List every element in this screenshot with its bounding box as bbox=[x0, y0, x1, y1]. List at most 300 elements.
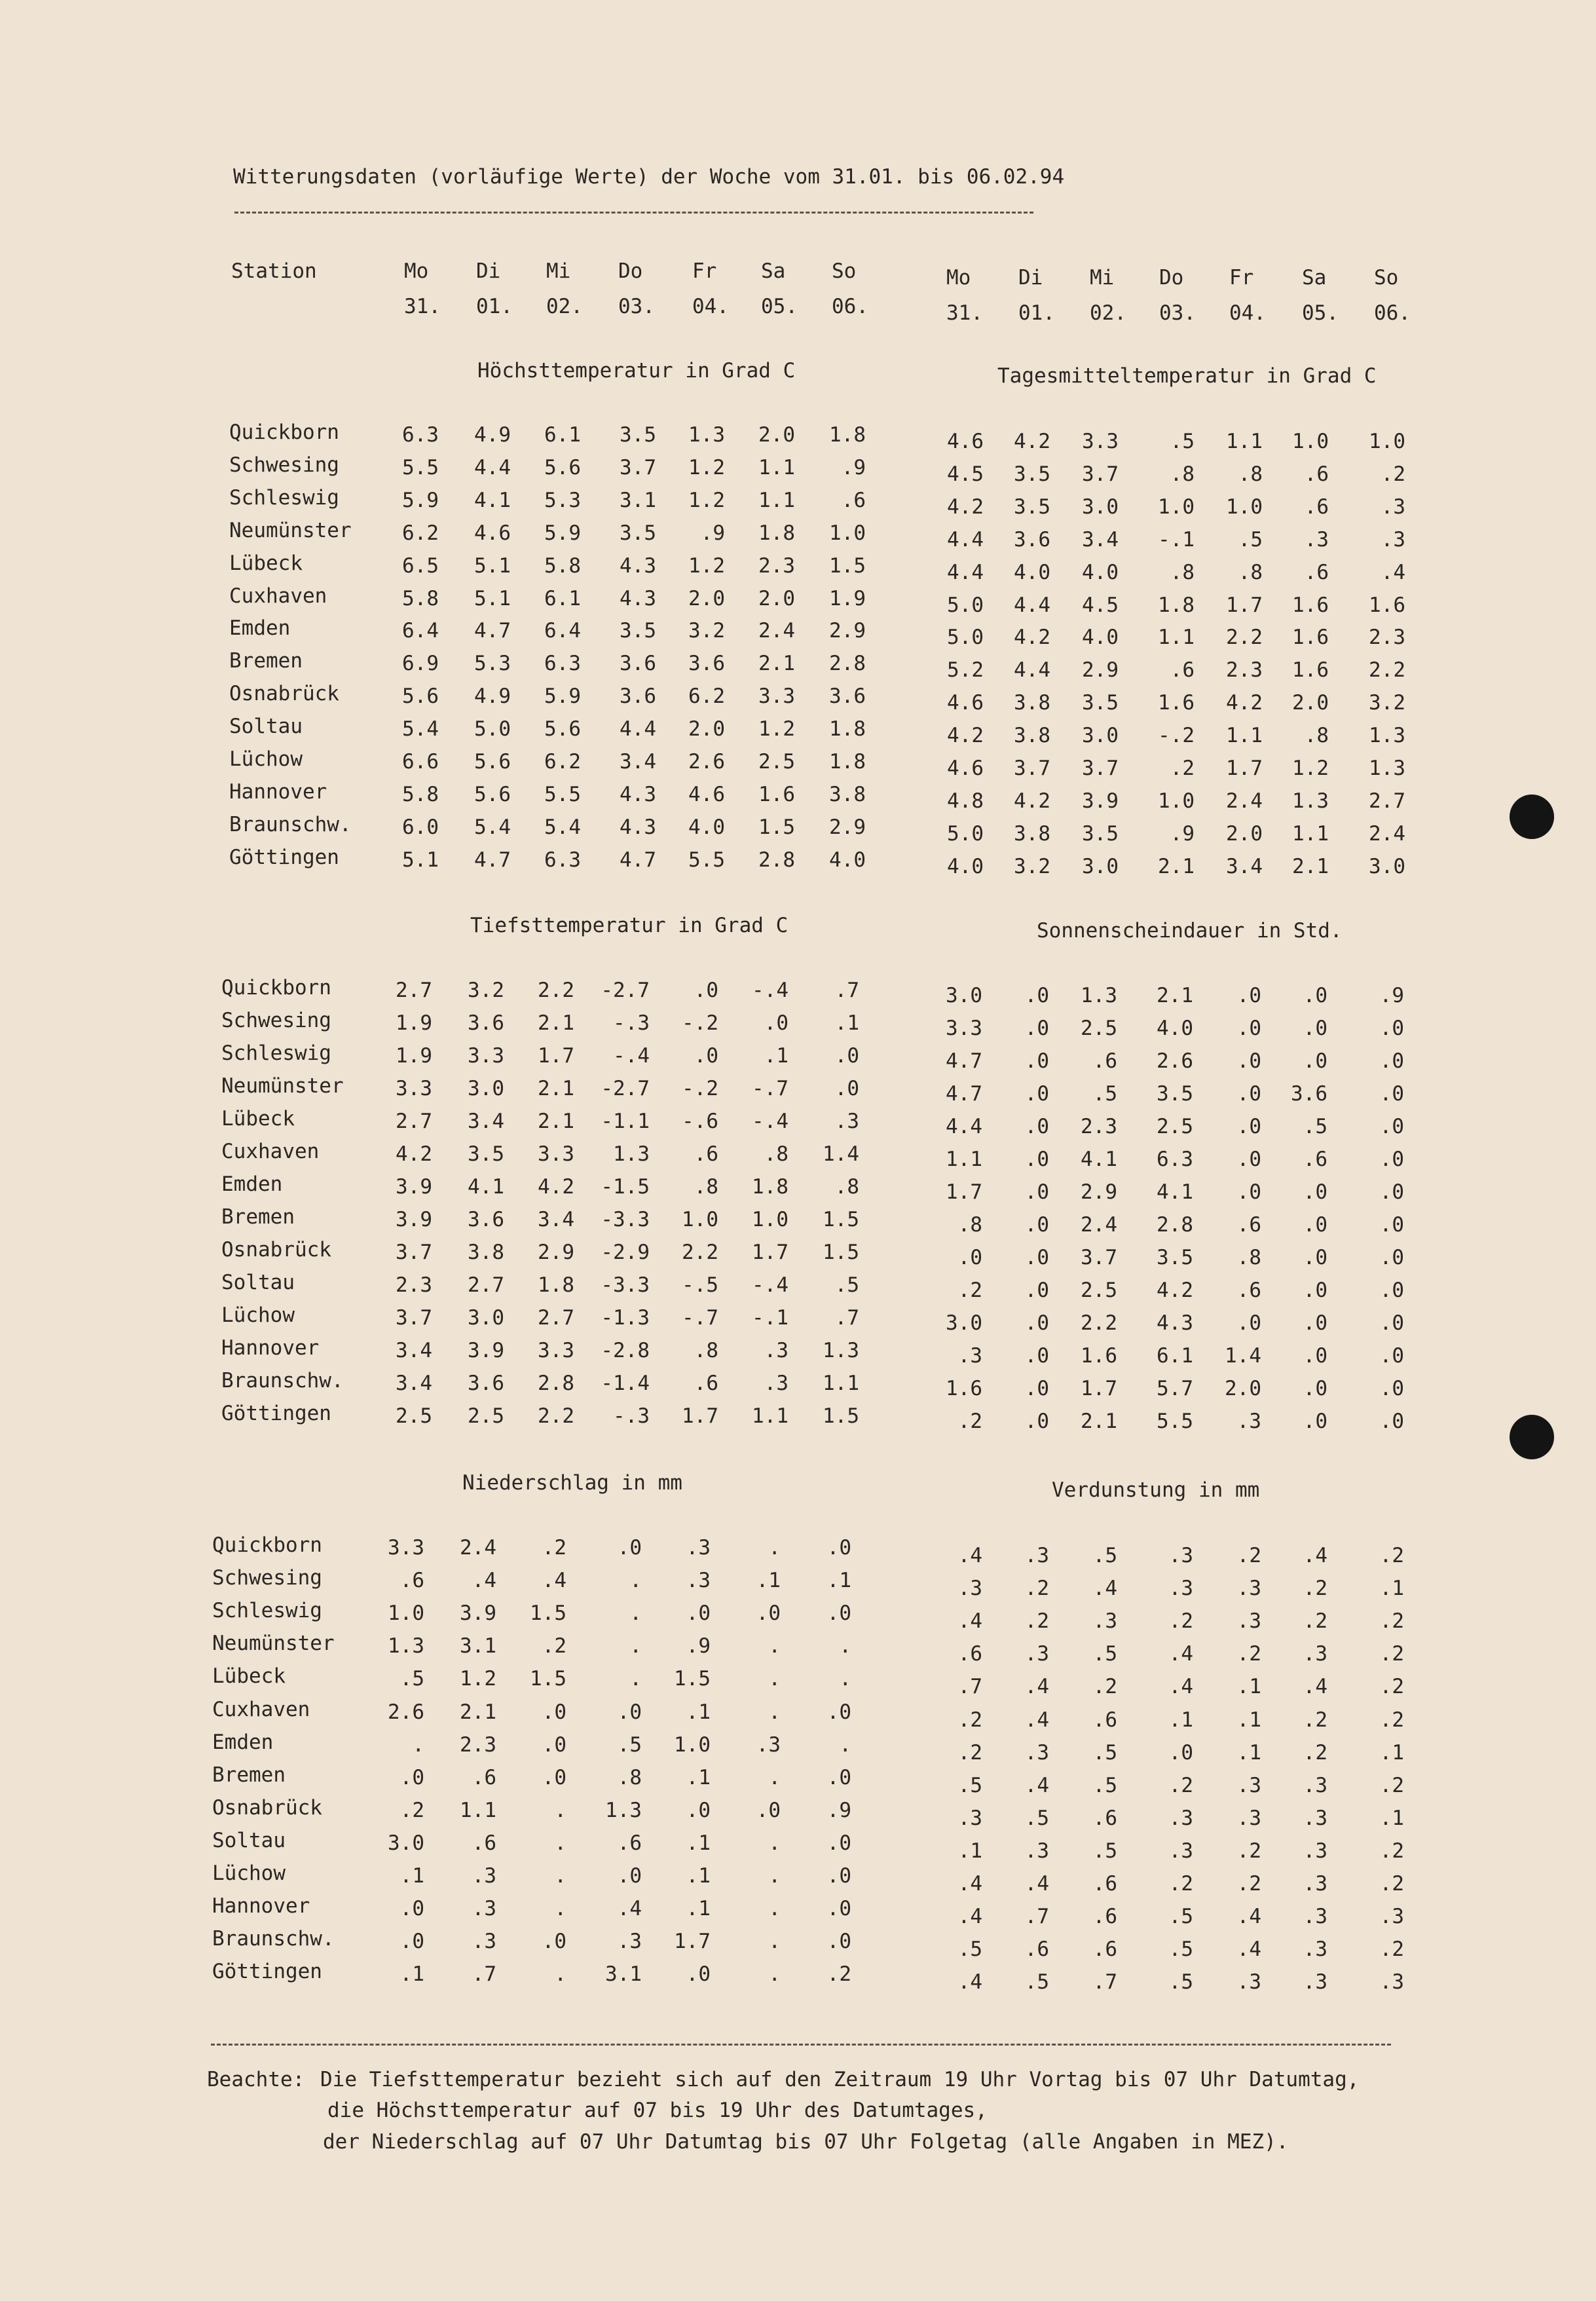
table-cell-verdunstung: .3 bbox=[1168, 1544, 1193, 1567]
table-cell-mittel: 4.5 bbox=[947, 462, 984, 486]
table-cell-hoechst: 6.0 bbox=[402, 815, 439, 839]
table-cell-verdunstung: .3 bbox=[1236, 1774, 1261, 1797]
table-cell-niederschlag: .6 bbox=[472, 1831, 496, 1855]
table-cell-verdunstung: .4 bbox=[1024, 1708, 1049, 1732]
table-cell-sonne: .6 bbox=[1236, 1279, 1261, 1302]
table-cell-verdunstung: .2 bbox=[1024, 1577, 1049, 1600]
table-cell-hoechst: 5.9 bbox=[544, 684, 581, 708]
table-cell-tiefst: -2.9 bbox=[601, 1241, 650, 1264]
table-cell-hoechst: 3.1 bbox=[620, 489, 656, 512]
table-cell-mittel: 3.0 bbox=[1082, 855, 1119, 878]
table-cell-sonne: .0 bbox=[1024, 1344, 1049, 1368]
table-cell-mittel: 5.0 bbox=[947, 626, 984, 649]
station-name: Lübeck bbox=[221, 1107, 295, 1131]
table-cell-tiefst: 3.9 bbox=[468, 1339, 504, 1362]
station-name: Göttingen bbox=[221, 1402, 331, 1425]
table-cell-hoechst: 6.3 bbox=[402, 423, 439, 447]
table-cell-niederschlag: .1 bbox=[686, 1831, 711, 1855]
table-cell-niederschlag: .3 bbox=[686, 1536, 711, 1560]
table-cell-tiefst: 3.5 bbox=[468, 1142, 504, 1166]
station-name: Cuxhaven bbox=[229, 584, 327, 608]
table-cell-tiefst: 1.9 bbox=[396, 1011, 432, 1035]
table-cell-tiefst: -.3 bbox=[613, 1011, 650, 1035]
table-cell-mittel: 2.1 bbox=[1292, 855, 1329, 878]
table-cell-niederschlag: .2 bbox=[826, 1962, 851, 1986]
table-cell-tiefst: -.3 bbox=[613, 1404, 650, 1428]
table-cell-sonne: .0 bbox=[1379, 1213, 1404, 1237]
table-cell-mittel: 4.0 bbox=[947, 855, 984, 878]
table-cell-mittel: .4 bbox=[1381, 561, 1405, 584]
table-cell-niederschlag: . bbox=[768, 1897, 781, 1920]
table-cell-verdunstung: .1 bbox=[1236, 1708, 1261, 1732]
table-cell-sonne: 2.5 bbox=[1081, 1017, 1117, 1040]
table-cell-niederschlag: 2.6 bbox=[388, 1700, 424, 1724]
table-cell-mittel: .2 bbox=[1381, 462, 1405, 486]
table-cell-niederschlag: .3 bbox=[472, 1897, 496, 1920]
table-cell-sonne: .0 bbox=[1379, 1344, 1404, 1368]
table-cell-mittel: .5 bbox=[1170, 430, 1195, 453]
table-cell-verdunstung: .3 bbox=[1236, 1577, 1261, 1600]
table-cell-tiefst: 3.4 bbox=[468, 1110, 504, 1133]
table-cell-mittel: 4.2 bbox=[1014, 789, 1050, 813]
table-cell-tiefst: .8 bbox=[764, 1142, 789, 1166]
table-cell-mittel: 5.0 bbox=[947, 822, 984, 846]
table-cell-niederschlag: . bbox=[839, 1634, 851, 1658]
table-cell-hoechst: 3.4 bbox=[620, 750, 656, 774]
table-cell-tiefst: 3.0 bbox=[468, 1306, 504, 1330]
day-header: Sa bbox=[1302, 266, 1327, 290]
table-cell-tiefst: 1.5 bbox=[823, 1208, 859, 1231]
table-cell-tiefst: .0 bbox=[834, 1044, 859, 1068]
table-cell-mittel: .8 bbox=[1170, 462, 1195, 486]
table-cell-tiefst: -.4 bbox=[752, 979, 789, 1002]
table-cell-sonne: .0 bbox=[1024, 1049, 1049, 1073]
table-cell-niederschlag: .2 bbox=[399, 1799, 424, 1822]
table-cell-hoechst: 5.3 bbox=[544, 489, 581, 512]
table-cell-mittel: 2.0 bbox=[1292, 691, 1329, 715]
station-name: Hannover bbox=[221, 1336, 320, 1360]
table-cell-tiefst: 2.8 bbox=[538, 1372, 574, 1395]
table-cell-verdunstung: .5 bbox=[1092, 1642, 1117, 1666]
table-cell-hoechst: 2.0 bbox=[688, 587, 725, 610]
table-cell-sonne: .0 bbox=[1024, 1115, 1049, 1138]
station-name: Lübeck bbox=[229, 552, 303, 575]
table-cell-niederschlag: .8 bbox=[617, 1766, 642, 1789]
table-cell-tiefst: -1.1 bbox=[601, 1110, 650, 1133]
table-cell-tiefst: 2.7 bbox=[538, 1306, 574, 1330]
table-cell-verdunstung: .2 bbox=[1379, 1642, 1404, 1666]
table-cell-hoechst: 5.4 bbox=[544, 815, 581, 839]
table-cell-tiefst: .0 bbox=[764, 1011, 789, 1035]
date-header: 06. bbox=[832, 295, 868, 318]
table-cell-mittel: 1.3 bbox=[1369, 724, 1405, 747]
table-cell-mittel: .6 bbox=[1304, 561, 1329, 584]
table-cell-mittel: 1.1 bbox=[1158, 626, 1195, 649]
table-cell-verdunstung: .3 bbox=[1024, 1544, 1049, 1567]
table-cell-niederschlag: .7 bbox=[472, 1962, 496, 1986]
table-cell-verdunstung: .4 bbox=[1236, 1937, 1261, 1961]
title-underline bbox=[234, 212, 1033, 214]
table-cell-mittel: 3.0 bbox=[1082, 495, 1119, 519]
table-cell-verdunstung: .1 bbox=[957, 1839, 982, 1863]
table-cell-tiefst: 2.7 bbox=[396, 1110, 432, 1133]
table-cell-niederschlag: .0 bbox=[826, 1601, 851, 1625]
table-cell-sonne: 2.1 bbox=[1081, 1410, 1117, 1433]
table-cell-hoechst: 6.3 bbox=[544, 652, 581, 675]
table-cell-hoechst: 1.8 bbox=[829, 750, 866, 774]
table-cell-mittel: 1.7 bbox=[1226, 757, 1263, 780]
station-name: Braunschw. bbox=[212, 1927, 335, 1951]
table-cell-sonne: .0 bbox=[1379, 1180, 1404, 1204]
table-cell-mittel: .8 bbox=[1304, 724, 1329, 747]
table-cell-niederschlag: .0 bbox=[542, 1733, 566, 1757]
table-cell-hoechst: 3.5 bbox=[620, 619, 656, 643]
table-cell-sonne: .5 bbox=[1092, 1082, 1117, 1106]
table-cell-niederschlag: .1 bbox=[756, 1569, 781, 1592]
table-cell-sonne: 4.1 bbox=[1157, 1180, 1193, 1204]
table-cell-sonne: 3.0 bbox=[946, 1311, 982, 1335]
table-cell-niederschlag: 3.1 bbox=[605, 1962, 642, 1986]
table-cell-hoechst: 6.6 bbox=[402, 750, 439, 774]
table-cell-mittel: 3.9 bbox=[1082, 789, 1119, 813]
table-cell-mittel: 4.0 bbox=[1082, 561, 1119, 584]
table-cell-niederschlag: .0 bbox=[756, 1799, 781, 1822]
section-title-tiefst: Tiefsttemperatur in Grad C bbox=[470, 914, 789, 937]
table-cell-niederschlag: .0 bbox=[686, 1601, 711, 1625]
table-cell-hoechst: 4.4 bbox=[620, 717, 656, 741]
table-cell-verdunstung: .2 bbox=[1236, 1839, 1261, 1863]
table-cell-verdunstung: .6 bbox=[1024, 1937, 1049, 1961]
table-cell-tiefst: 1.5 bbox=[823, 1241, 859, 1264]
station-name: Schleswig bbox=[221, 1041, 331, 1065]
table-cell-niederschlag: .6 bbox=[472, 1766, 496, 1789]
table-cell-sonne: 2.5 bbox=[1081, 1279, 1117, 1302]
table-cell-verdunstung: .2 bbox=[1379, 1872, 1404, 1896]
table-cell-verdunstung: .6 bbox=[1092, 1905, 1117, 1928]
table-cell-tiefst: -1.4 bbox=[601, 1372, 650, 1395]
section-title-sonne: Sonnenscheindauer in Std. bbox=[1037, 919, 1343, 943]
table-cell-niederschlag: . bbox=[768, 1831, 781, 1855]
table-cell-hoechst: 1.3 bbox=[688, 423, 725, 447]
table-cell-mittel: 2.9 bbox=[1082, 658, 1119, 682]
table-cell-niederschlag: 1.0 bbox=[388, 1601, 424, 1625]
table-cell-verdunstung: .5 bbox=[1092, 1544, 1117, 1567]
table-cell-sonne: 2.3 bbox=[1081, 1115, 1117, 1138]
table-cell-verdunstung: .3 bbox=[1168, 1806, 1193, 1830]
table-cell-verdunstung: .4 bbox=[957, 1609, 982, 1633]
table-cell-verdunstung: .5 bbox=[1024, 1806, 1049, 1830]
station-name: Osnabrück bbox=[221, 1238, 331, 1262]
table-cell-tiefst: 3.3 bbox=[538, 1339, 574, 1362]
table-cell-niederschlag: .0 bbox=[826, 1864, 851, 1888]
table-cell-niederschlag: .0 bbox=[826, 1766, 851, 1789]
table-cell-sonne: .0 bbox=[1303, 1311, 1327, 1335]
table-cell-sonne: 3.3 bbox=[946, 1017, 982, 1040]
table-cell-sonne: .0 bbox=[1236, 1311, 1261, 1335]
table-cell-mittel: 2.7 bbox=[1369, 789, 1405, 813]
table-cell-hoechst: 6.2 bbox=[402, 521, 439, 545]
section-title-verdunstung: Verdunstung in mm bbox=[1052, 1478, 1260, 1502]
table-cell-hoechst: 6.1 bbox=[544, 423, 581, 447]
table-cell-niederschlag: . bbox=[768, 1536, 781, 1560]
table-cell-tiefst: 1.9 bbox=[396, 1044, 432, 1068]
table-cell-verdunstung: .6 bbox=[1092, 1872, 1117, 1896]
table-cell-hoechst: 1.5 bbox=[758, 815, 795, 839]
station-name: Schleswig bbox=[229, 486, 339, 510]
table-cell-niederschlag: .5 bbox=[617, 1733, 642, 1757]
table-cell-verdunstung: .3 bbox=[1236, 1806, 1261, 1830]
day-header: Fr bbox=[692, 259, 717, 283]
table-cell-sonne: .0 bbox=[1236, 1082, 1261, 1106]
station-name: Soltau bbox=[221, 1271, 295, 1294]
table-cell-niederschlag: .0 bbox=[399, 1766, 424, 1789]
table-cell-verdunstung: .1 bbox=[1379, 1741, 1404, 1765]
table-cell-verdunstung: .5 bbox=[1092, 1839, 1117, 1863]
date-header: 04. bbox=[1229, 301, 1266, 325]
table-cell-mittel: 4.5 bbox=[1082, 593, 1119, 617]
table-cell-mittel: 4.4 bbox=[947, 528, 984, 552]
table-cell-sonne: .0 bbox=[1024, 1213, 1049, 1237]
table-cell-verdunstung: .4 bbox=[957, 1905, 982, 1928]
table-cell-hoechst: 5.6 bbox=[544, 456, 581, 479]
table-cell-niederschlag: .0 bbox=[686, 1962, 711, 1986]
day-header: Di bbox=[476, 259, 501, 283]
table-cell-verdunstung: .3 bbox=[1303, 1774, 1327, 1797]
table-cell-verdunstung: .4 bbox=[1303, 1675, 1327, 1698]
table-cell-hoechst: 6.4 bbox=[544, 619, 581, 643]
table-cell-niederschlag: .6 bbox=[617, 1831, 642, 1855]
table-cell-hoechst: 6.2 bbox=[544, 750, 581, 774]
day-header: Fr bbox=[1229, 266, 1254, 290]
table-cell-mittel: 3.7 bbox=[1014, 757, 1050, 780]
table-cell-verdunstung: .2 bbox=[1168, 1609, 1193, 1633]
table-cell-hoechst: 6.9 bbox=[402, 652, 439, 675]
day-header: So bbox=[832, 259, 857, 283]
table-cell-hoechst: 4.3 bbox=[620, 554, 656, 578]
table-cell-hoechst: 5.5 bbox=[688, 848, 725, 872]
table-cell-tiefst: 3.0 bbox=[468, 1077, 504, 1100]
table-cell-sonne: .6 bbox=[1303, 1148, 1327, 1171]
day-header: Mi bbox=[546, 259, 571, 283]
table-cell-hoechst: 5.6 bbox=[474, 750, 511, 774]
table-cell-niederschlag: . bbox=[839, 1733, 851, 1757]
table-cell-hoechst: 4.6 bbox=[688, 783, 725, 806]
table-cell-hoechst: 3.6 bbox=[620, 684, 656, 708]
table-cell-verdunstung: .5 bbox=[1092, 1774, 1117, 1797]
table-cell-mittel: .8 bbox=[1238, 462, 1263, 486]
table-cell-tiefst: 3.3 bbox=[468, 1044, 504, 1068]
table-cell-hoechst: 2.8 bbox=[829, 652, 866, 675]
table-cell-hoechst: 1.9 bbox=[829, 587, 866, 610]
table-cell-hoechst: 5.9 bbox=[402, 489, 439, 512]
table-cell-sonne: .0 bbox=[1236, 1049, 1261, 1073]
table-cell-niederschlag: .0 bbox=[542, 1700, 566, 1724]
table-cell-tiefst: 3.7 bbox=[396, 1306, 432, 1330]
table-cell-sonne: 5.5 bbox=[1157, 1410, 1193, 1433]
table-cell-sonne: 4.7 bbox=[946, 1082, 982, 1106]
table-cell-niederschlag: . bbox=[554, 1864, 566, 1888]
table-cell-niederschlag: 1.7 bbox=[674, 1930, 711, 1953]
table-cell-hoechst: 6.2 bbox=[688, 684, 725, 708]
table-cell-mittel: .8 bbox=[1170, 561, 1195, 584]
station-name: Quickborn bbox=[212, 1533, 322, 1557]
table-cell-mittel: 1.6 bbox=[1158, 691, 1195, 715]
table-cell-niederschlag: .0 bbox=[542, 1930, 566, 1953]
table-cell-tiefst: 3.9 bbox=[396, 1175, 432, 1199]
table-cell-verdunstung: .7 bbox=[957, 1675, 982, 1698]
table-cell-tiefst: 3.4 bbox=[396, 1339, 432, 1362]
table-cell-tiefst: 3.6 bbox=[468, 1011, 504, 1035]
table-cell-hoechst: 3.3 bbox=[758, 684, 795, 708]
table-cell-mittel: 4.6 bbox=[947, 757, 984, 780]
table-cell-tiefst: 1.5 bbox=[823, 1404, 859, 1428]
table-cell-mittel: 1.7 bbox=[1226, 593, 1263, 617]
table-cell-niederschlag: . bbox=[629, 1667, 642, 1691]
table-cell-tiefst: 2.2 bbox=[538, 979, 574, 1002]
table-cell-niederschlag: . bbox=[629, 1569, 642, 1592]
table-cell-niederschlag: 3.3 bbox=[388, 1536, 424, 1560]
table-cell-tiefst: 2.7 bbox=[396, 979, 432, 1002]
table-cell-niederschlag: . bbox=[554, 1831, 566, 1855]
table-cell-hoechst: 3.2 bbox=[688, 619, 725, 643]
table-cell-mittel: 3.8 bbox=[1014, 691, 1050, 715]
table-cell-hoechst: 4.9 bbox=[474, 423, 511, 447]
table-cell-hoechst: 4.3 bbox=[620, 815, 656, 839]
table-cell-sonne: 1.1 bbox=[946, 1148, 982, 1171]
date-header: 31. bbox=[404, 295, 441, 318]
table-cell-sonne: .0 bbox=[1379, 1311, 1404, 1335]
table-cell-hoechst: 5.0 bbox=[474, 717, 511, 741]
table-cell-verdunstung: .4 bbox=[1168, 1642, 1193, 1666]
table-cell-hoechst: 2.9 bbox=[829, 815, 866, 839]
table-cell-sonne: .2 bbox=[957, 1410, 982, 1433]
table-cell-niederschlag: .0 bbox=[399, 1897, 424, 1920]
table-cell-tiefst: 1.4 bbox=[823, 1142, 859, 1166]
table-cell-tiefst: 2.5 bbox=[468, 1404, 504, 1428]
table-cell-hoechst: 2.0 bbox=[688, 717, 725, 741]
day-header: Mi bbox=[1090, 266, 1115, 290]
table-cell-mittel: 4.2 bbox=[1014, 626, 1050, 649]
table-cell-sonne: 1.3 bbox=[1081, 984, 1117, 1007]
table-cell-niederschlag: .4 bbox=[472, 1569, 496, 1592]
table-cell-hoechst: 6.4 bbox=[402, 619, 439, 643]
table-cell-mittel: 1.0 bbox=[1158, 789, 1195, 813]
section-title-hoechst: Höchsttemperatur in Grad C bbox=[477, 359, 796, 383]
table-cell-verdunstung: .2 bbox=[1303, 1708, 1327, 1732]
table-cell-mittel: 4.0 bbox=[1082, 626, 1119, 649]
table-cell-sonne: 3.0 bbox=[946, 984, 982, 1007]
table-cell-sonne: 4.0 bbox=[1157, 1017, 1193, 1040]
table-cell-niederschlag: 3.1 bbox=[460, 1634, 496, 1658]
table-cell-verdunstung: .5 bbox=[1092, 1741, 1117, 1765]
date-header: 03. bbox=[1159, 301, 1196, 325]
table-cell-mittel: 2.4 bbox=[1369, 822, 1405, 846]
table-cell-verdunstung: .1 bbox=[1379, 1577, 1404, 1600]
table-cell-sonne: 6.3 bbox=[1157, 1148, 1193, 1171]
table-cell-verdunstung: .3 bbox=[1303, 1937, 1327, 1961]
table-cell-sonne: .3 bbox=[1236, 1410, 1261, 1433]
table-cell-niederschlag: 1.0 bbox=[674, 1733, 711, 1757]
table-cell-tiefst: 1.7 bbox=[682, 1404, 718, 1428]
station-name: Emden bbox=[212, 1730, 274, 1754]
table-cell-tiefst: -.1 bbox=[752, 1306, 789, 1330]
table-cell-niederschlag: .1 bbox=[399, 1962, 424, 1986]
station-name: Bremen bbox=[229, 649, 303, 673]
table-cell-mittel: 1.0 bbox=[1292, 430, 1329, 453]
table-cell-mittel: 3.0 bbox=[1082, 724, 1119, 747]
station-name: Braunschw. bbox=[229, 813, 352, 836]
station-name: Bremen bbox=[212, 1763, 286, 1787]
table-cell-verdunstung: .2 bbox=[1168, 1872, 1193, 1896]
table-cell-tiefst: 3.4 bbox=[538, 1208, 574, 1231]
table-cell-hoechst: 6.5 bbox=[402, 554, 439, 578]
table-cell-mittel: 2.2 bbox=[1369, 658, 1405, 682]
table-cell-hoechst: 1.1 bbox=[758, 456, 795, 479]
station-name: Göttingen bbox=[212, 1960, 322, 1983]
table-cell-mittel: 4.6 bbox=[947, 691, 984, 715]
station-name: Cuxhaven bbox=[212, 1698, 310, 1721]
table-cell-verdunstung: .7 bbox=[1092, 1970, 1117, 1994]
table-cell-niederschlag: .0 bbox=[399, 1930, 424, 1953]
table-cell-verdunstung: .2 bbox=[1236, 1544, 1261, 1567]
table-cell-tiefst: 1.1 bbox=[823, 1372, 859, 1395]
table-cell-niederschlag: .9 bbox=[686, 1634, 711, 1658]
table-cell-verdunstung: .2 bbox=[1303, 1609, 1327, 1633]
table-cell-hoechst: 5.8 bbox=[544, 554, 581, 578]
day-header: Do bbox=[1159, 266, 1184, 290]
table-cell-tiefst: -.4 bbox=[752, 1273, 789, 1297]
table-cell-verdunstung: .2 bbox=[1379, 1839, 1404, 1863]
table-cell-sonne: .0 bbox=[1303, 984, 1327, 1007]
table-cell-mittel: 3.3 bbox=[1082, 430, 1119, 453]
date-header: 01. bbox=[1018, 301, 1055, 325]
table-cell-niederschlag: .1 bbox=[686, 1766, 711, 1789]
table-cell-mittel: 1.6 bbox=[1369, 593, 1405, 617]
table-cell-mittel: 3.7 bbox=[1082, 757, 1119, 780]
table-cell-tiefst: 4.2 bbox=[538, 1175, 574, 1199]
table-cell-sonne: .0 bbox=[1236, 1148, 1261, 1171]
note-line: die Höchsttemperatur auf 07 bis 19 Uhr des Datumtages, bbox=[327, 2099, 988, 2122]
table-cell-niederschlag: .0 bbox=[826, 1831, 851, 1855]
punch-hole bbox=[1510, 1415, 1554, 1459]
station-name: Quickborn bbox=[229, 421, 339, 444]
table-cell-tiefst: -3.3 bbox=[601, 1273, 650, 1297]
table-cell-sonne: .6 bbox=[1092, 1049, 1117, 1073]
station-name: Schwesing bbox=[212, 1566, 322, 1590]
table-cell-hoechst: 3.6 bbox=[688, 652, 725, 675]
table-cell-hoechst: 1.2 bbox=[688, 489, 725, 512]
table-cell-niederschlag: .0 bbox=[826, 1897, 851, 1920]
table-cell-mittel: 5.2 bbox=[947, 658, 984, 682]
table-cell-sonne: 6.1 bbox=[1157, 1344, 1193, 1368]
table-cell-verdunstung: .4 bbox=[1024, 1675, 1049, 1698]
table-cell-verdunstung: .3 bbox=[1024, 1839, 1049, 1863]
table-cell-mittel: 3.6 bbox=[1014, 528, 1050, 552]
table-cell-hoechst: 5.6 bbox=[474, 783, 511, 806]
table-cell-tiefst: -.7 bbox=[682, 1306, 718, 1330]
table-cell-mittel: 3.4 bbox=[1082, 528, 1119, 552]
table-cell-tiefst: 3.7 bbox=[396, 1241, 432, 1264]
table-cell-niederschlag: .3 bbox=[756, 1733, 781, 1757]
table-cell-hoechst: 5.6 bbox=[402, 684, 439, 708]
punch-hole bbox=[1510, 795, 1554, 839]
station-name: Hannover bbox=[229, 780, 327, 804]
table-cell-niederschlag: .3 bbox=[472, 1930, 496, 1953]
table-cell-verdunstung: .5 bbox=[957, 1937, 982, 1961]
table-cell-tiefst: 3.3 bbox=[538, 1142, 574, 1166]
table-cell-tiefst: 1.0 bbox=[752, 1208, 789, 1231]
station-name: Soltau bbox=[212, 1829, 286, 1852]
